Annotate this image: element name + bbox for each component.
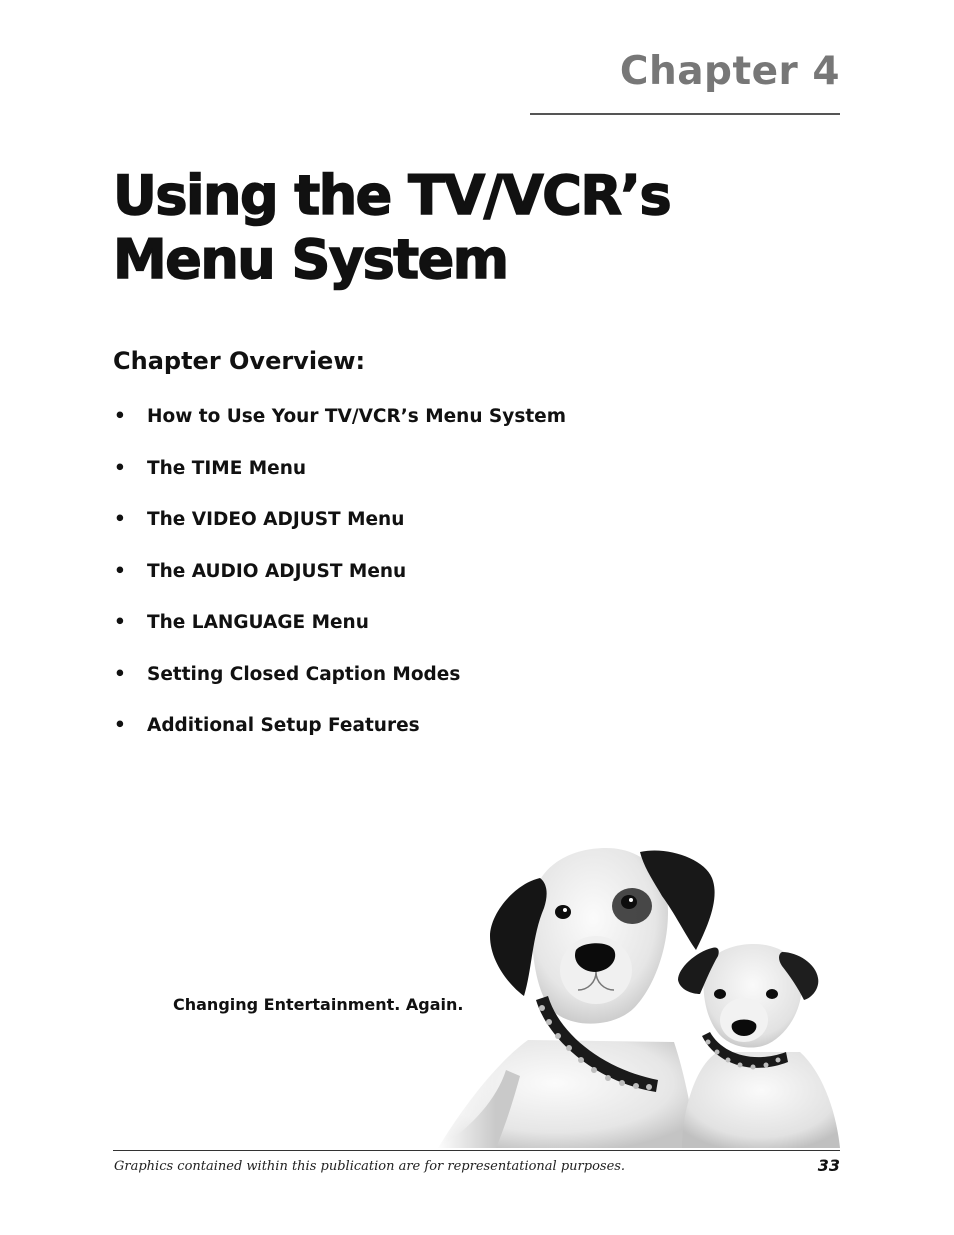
- bullet: •: [114, 560, 126, 582]
- bullet: •: [114, 457, 126, 479]
- list-item: [113, 454, 566, 506]
- overview-list: [113, 402, 566, 763]
- footer-note: Graphics contained within this publication are for representational purposes.: [114, 1159, 626, 1174]
- bullet: •: [114, 663, 126, 685]
- page-title-line-2: Menu System: [113, 228, 508, 291]
- bullet: •: [114, 509, 126, 530]
- small-dog: [678, 944, 840, 1148]
- chapter-label: Chapter 4: [619, 49, 840, 94]
- list-item: [113, 711, 566, 763]
- chapter-rule: [530, 113, 840, 115]
- overview-heading: Chapter Overview:: [113, 347, 366, 375]
- bullet: •: [114, 715, 126, 736]
- bullet: •: [114, 612, 126, 633]
- list-item-text: Additional Setup Features: [147, 715, 420, 736]
- page-title-line-1: Using the TV/VCR’s: [113, 164, 671, 227]
- list-item-text: How to Use Your TV/VCR’s Menu System: [147, 406, 566, 427]
- list-item-text: The LANGUAGE Menu: [147, 612, 369, 633]
- list-item-text: The VIDEO ADJUST Menu: [147, 509, 405, 530]
- list-item: [113, 505, 566, 557]
- list-item-text: Setting Closed Caption Modes: [147, 663, 461, 685]
- list-item: [113, 402, 566, 454]
- page-number: 33: [817, 1156, 840, 1175]
- footer-rule: [113, 1150, 840, 1151]
- list-item-text: The TIME Menu: [147, 457, 307, 479]
- list-item: [113, 608, 566, 660]
- dogs-photo: [436, 840, 840, 1148]
- list-item: [113, 660, 566, 712]
- tagline: Changing Entertainment. Again.: [173, 995, 464, 1014]
- bullet: •: [114, 406, 126, 427]
- page-title: [113, 164, 670, 292]
- list-item: [113, 557, 566, 609]
- list-item-text: The AUDIO ADJUST Menu: [147, 560, 407, 582]
